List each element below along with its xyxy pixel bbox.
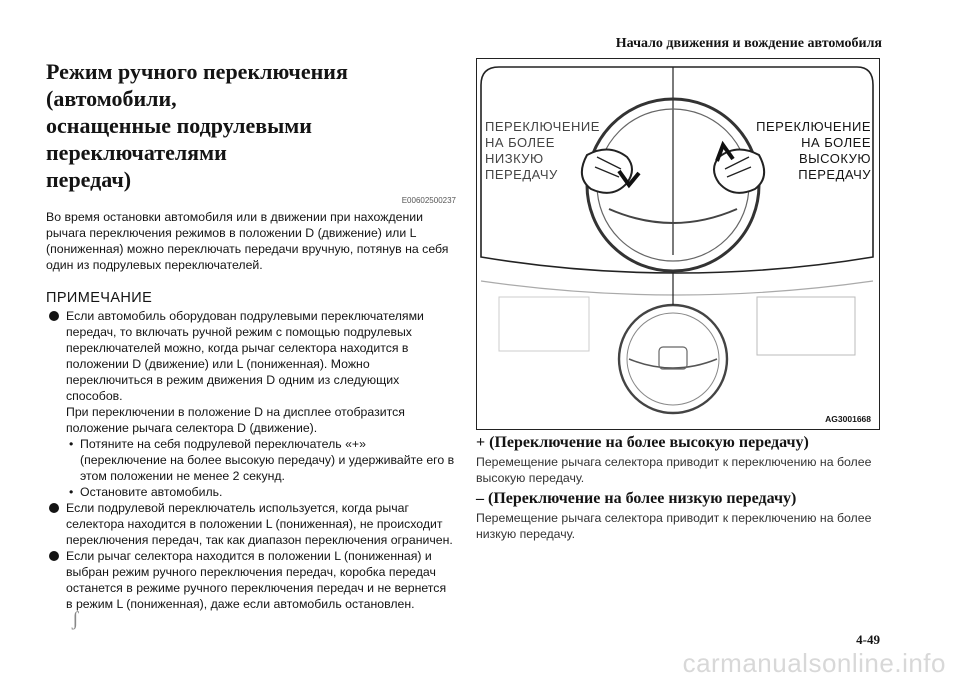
note-heading: ПРИМЕЧАНИЕ — [46, 290, 153, 306]
page-number: 4-49 — [856, 632, 880, 647]
label-line: ПЕРЕДАЧУ — [798, 167, 871, 182]
title-line: оснащенные подрулевыми переключателями — [46, 113, 312, 165]
upshift-section — [476, 434, 886, 486]
downshift-section — [476, 490, 886, 542]
label-line: ПЕРЕКЛЮЧЕНИЕ — [485, 119, 600, 134]
note-item — [46, 548, 456, 612]
note-text: Если рычаг селектора находится в положении L (пониженная) и выбран режим ручного переключения передач, коробка передач останется в режиме ручного переключения передач и не вернется в режим L (пониженная), даже если автомобиль остановлен. — [66, 549, 447, 611]
intro-paragraph: Во время остановки автомобиля или в движении при нахождении рычага переключения режимов в положении D (движение) или L (пониженная) можно переключать передачи вручную, потянув на себя один из подрулевых переключателей. — [46, 210, 449, 272]
sub-item-text: Потяните на себя подрулевой переключатель «+» (переключение на более высокую передачу) и удерживайте его в этом положении не менее 2 секунд. — [80, 437, 455, 483]
note-text: Если подрулевой переключатель используется, когда рычаг селектора находится в положении L (пониженная), не происходит переключения передач, так как диапазон переключения ограничен. — [66, 501, 453, 547]
section-code: E00602500237 — [401, 196, 456, 205]
upshift-text: Перемещение рычага селектора приводит к переключению на более высокую передачу. — [476, 455, 872, 485]
note-text: Если автомобиль оборудован подрулевыми переключателями передач, то включать ручной режим с помощью подрулевых переключателей можно, когда рычаг селектора находится в положении D (движение) или L (пониженная). Можно переключиться в режим движения D одним из следующих способов. — [66, 309, 424, 403]
downshift-text: Перемещение рычага селектора приводит к переключению на более низкую передачу. — [476, 511, 872, 541]
bullet-icon — [49, 551, 59, 561]
bullet-icon — [49, 503, 59, 513]
sub-item — [66, 436, 456, 484]
sub-bullet-icon: • — [69, 437, 74, 451]
upshift-heading: + (Переключение на более высокую передачу) — [476, 434, 809, 451]
downshift-heading: – (Переключение на более низкую передачу) — [476, 490, 797, 507]
label-line: ПЕРЕДАЧУ — [485, 167, 558, 182]
figure-code: AG3001668 — [825, 414, 871, 424]
label-line: НИЗКУЮ — [485, 151, 544, 166]
label-line: НА БОЛЕЕ — [485, 135, 555, 150]
note-extra: При переключении в положение D на дисплее отобразится положение рычага селектора D (движение). — [66, 405, 405, 435]
steering-wheel-figure — [476, 58, 880, 430]
title-line: передач) — [46, 167, 132, 192]
margin-mark: ʃ — [72, 608, 79, 630]
label-line: ВЫСОКУЮ — [798, 151, 871, 166]
note-item — [46, 308, 456, 500]
watermark: carmanualsonline.info — [682, 648, 946, 678]
note-item — [46, 500, 456, 548]
label-line: ПЕРЕКЛЮЧЕНИЕ — [756, 119, 871, 134]
title-line: Режим ручного переключения (автомобили, — [46, 59, 348, 111]
upshift-label — [756, 119, 871, 183]
sub-item — [66, 484, 456, 500]
bullet-icon — [49, 311, 59, 321]
left-column — [46, 58, 456, 612]
downshift-label — [485, 119, 600, 183]
running-header: Начало движения и вождение автомобиля — [615, 36, 882, 51]
sub-item-text: Остановите автомобиль. — [80, 485, 223, 499]
label-line: НА БОЛЕЕ — [801, 135, 871, 150]
sub-bullet-icon: • — [69, 485, 74, 499]
page-title — [46, 58, 456, 193]
steering-wheel-illustration — [477, 59, 878, 428]
